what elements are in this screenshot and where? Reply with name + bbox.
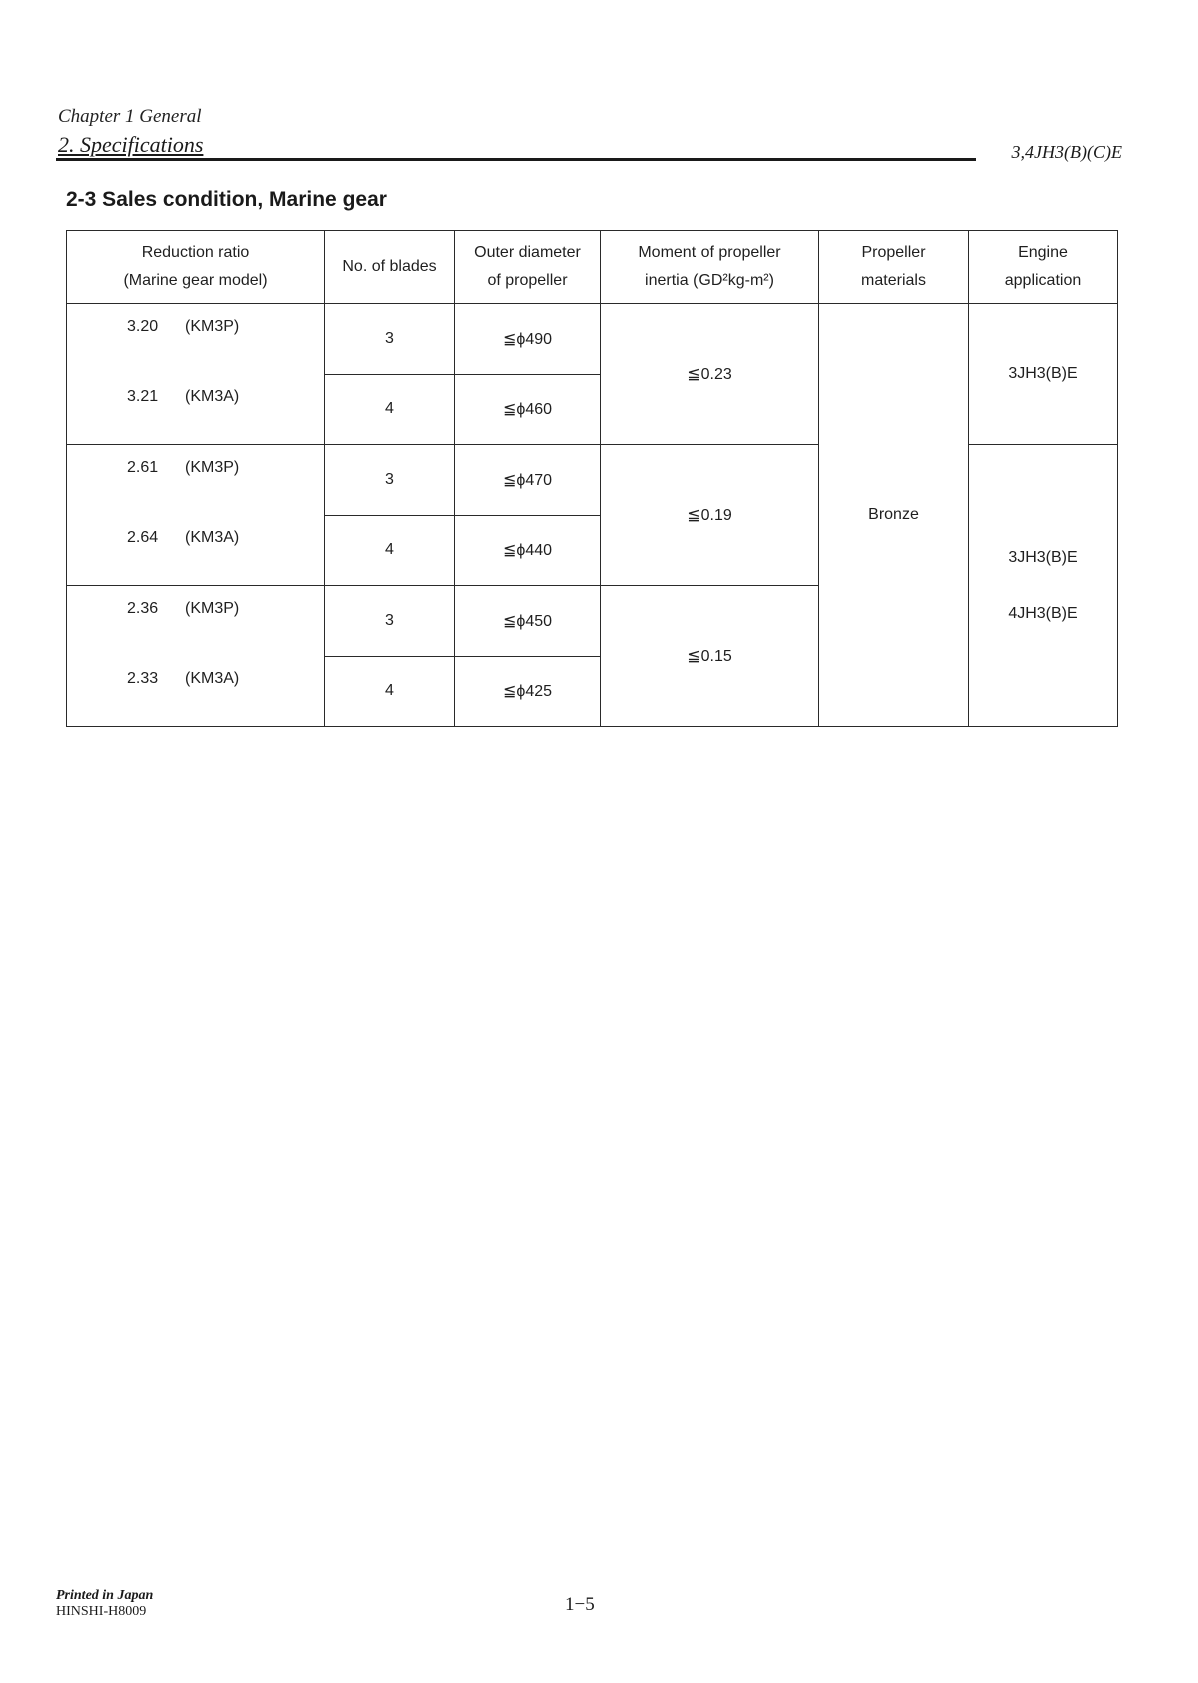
blades-cell: 3 <box>325 445 455 516</box>
sales-condition-table <box>66 230 1118 727</box>
header-materials-line2: materials <box>861 272 926 289</box>
header-outer-diameter-line1: Outer diameter <box>474 244 581 261</box>
gear-model-value: (KM3P) <box>185 318 240 335</box>
blades-cell: 3 <box>325 586 455 657</box>
reduction-ratio-cell <box>67 515 325 586</box>
gear-model-value: (KM3A) <box>185 388 240 405</box>
printed-in-japan: Printed in Japan <box>56 1588 154 1603</box>
header-materials-line1: Propeller <box>861 244 926 261</box>
header-engine <box>969 231 1118 304</box>
reduction-ratio-cell <box>67 374 325 445</box>
reduction-ratio-cell <box>67 656 325 727</box>
reduction-ratio-value: 2.64 <box>127 529 159 546</box>
header-rule <box>56 158 976 161</box>
header-outer-diameter <box>455 231 601 304</box>
blades-cell: 4 <box>325 374 455 445</box>
table-header-row <box>67 231 1118 304</box>
reduction-ratio-value: 2.36 <box>127 600 159 617</box>
header-outer-diameter-line2: of propeller <box>487 272 568 289</box>
reduction-ratio-cell <box>67 586 325 657</box>
page-number: 1−5 <box>565 1594 595 1615</box>
engine-model-label: 3,4JH3(B)(C)E <box>1011 142 1122 162</box>
blades-cell: 4 <box>325 515 455 586</box>
document-code: HINSHI-H8009 <box>56 1604 147 1619</box>
gear-model-value: (KM3P) <box>185 600 240 617</box>
reduction-ratio-value: 2.61 <box>127 459 159 476</box>
footer-print-info <box>56 1588 153 1620</box>
header-engine-line2: application <box>1004 272 1082 289</box>
outer-diameter-cell: ≦ϕ450 <box>455 586 601 657</box>
reduction-ratio-value: 3.21 <box>127 388 159 405</box>
header-reduction-ratio-line2: (Marine gear model) <box>123 272 268 289</box>
header-moment-line2: inertia (GD²kg-m²) <box>645 272 774 289</box>
engine-application-value: 4JH3(B)E <box>1008 604 1078 622</box>
engine-application-cell <box>969 445 1118 727</box>
material-cell: Bronze <box>819 304 969 727</box>
gear-model-value: (KM3A) <box>185 670 240 687</box>
subsection-heading: 2-3 Sales condition, Marine gear <box>66 188 387 211</box>
header-moment <box>601 231 819 304</box>
moment-cell: ≦0.19 <box>601 445 819 586</box>
outer-diameter-cell: ≦ϕ470 <box>455 445 601 516</box>
reduction-ratio-cell <box>67 445 325 516</box>
reduction-ratio-cell <box>67 304 325 375</box>
moment-cell: ≦0.23 <box>601 304 819 445</box>
gear-model-value: (KM3A) <box>185 529 240 546</box>
engine-application-cell: 3JH3(B)E <box>969 304 1118 445</box>
engine-application-value: 3JH3(B)E <box>1008 548 1078 566</box>
header-materials <box>819 231 969 304</box>
moment-cell: ≦0.15 <box>601 586 819 727</box>
outer-diameter-cell: ≦ϕ490 <box>455 304 601 375</box>
gear-model-value: (KM3P) <box>185 459 240 476</box>
blades-cell: 4 <box>325 656 455 727</box>
table-row <box>67 304 1118 375</box>
reduction-ratio-value: 3.20 <box>127 318 159 335</box>
header-engine-line1: Engine <box>1018 244 1068 261</box>
header-reduction-ratio <box>67 231 325 304</box>
reduction-ratio-value: 2.33 <box>127 670 159 687</box>
section-title <box>58 132 203 158</box>
blades-cell: 3 <box>325 304 455 375</box>
header-moment-line1: Moment of propeller <box>638 244 781 261</box>
outer-diameter-cell: ≦ϕ440 <box>455 515 601 586</box>
header-blades: No. of blades <box>325 231 455 304</box>
header-reduction-ratio-line1: Reduction ratio <box>141 244 250 261</box>
chapter-title: Chapter 1 General <box>58 106 202 127</box>
outer-diameter-cell: ≦ϕ460 <box>455 374 601 445</box>
section-title-text: 2. Specifications <box>58 132 204 157</box>
outer-diameter-cell: ≦ϕ425 <box>455 656 601 727</box>
